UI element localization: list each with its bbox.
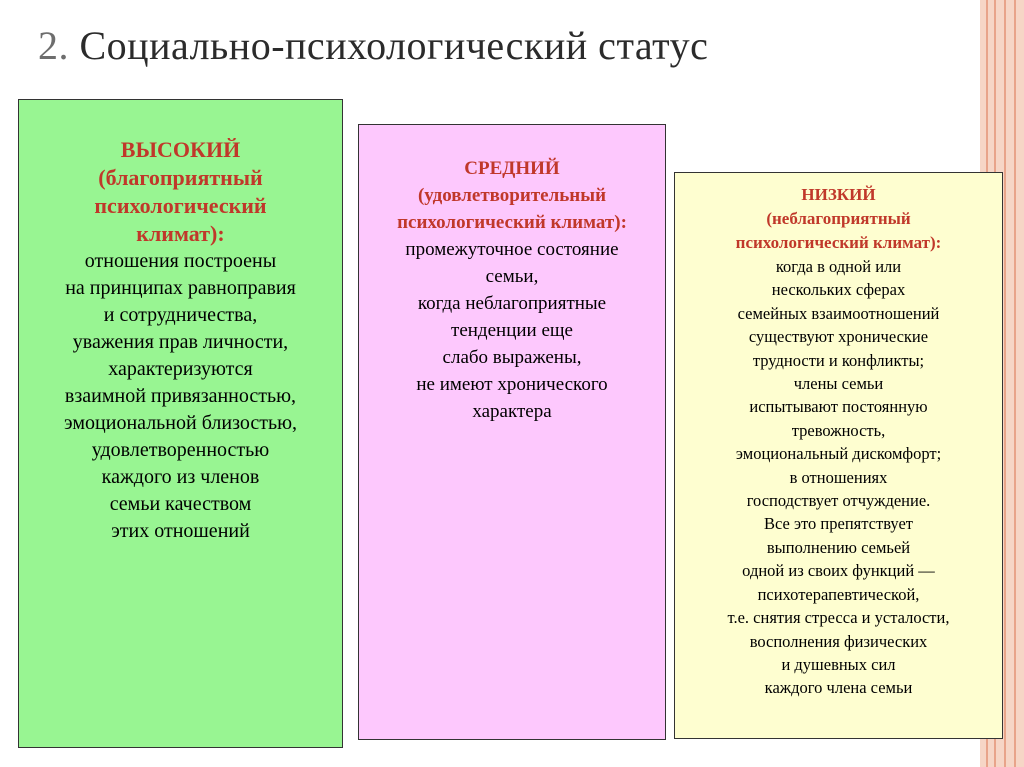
heading-line: (удовлетворительный	[417, 185, 607, 206]
heading-line: психологический климат):	[735, 233, 942, 252]
heading-line: психологический климат):	[397, 212, 627, 233]
low-body	[675, 255, 1002, 700]
body-line: тревожность,	[791, 420, 886, 440]
body-line: удовлетворенностью	[91, 439, 270, 461]
title-number: 2.	[38, 23, 69, 68]
mid-body	[359, 236, 665, 425]
body-line: нескольких сферах	[771, 280, 906, 300]
heading-line: (неблагоприятный	[766, 209, 911, 228]
body-line: уважения прав личности,	[72, 331, 289, 353]
slide-title	[38, 22, 958, 82]
body-line: эмоциональный дискомфорт;	[735, 444, 942, 464]
body-line: трудности и конфликты;	[752, 350, 925, 370]
body-line: психотерапевтической,	[757, 584, 920, 604]
body-line: этих отношений	[111, 520, 250, 542]
body-line: характера	[472, 401, 552, 422]
stripe-line	[1004, 0, 1006, 767]
mid-heading	[359, 155, 665, 236]
body-line: Все это препятствует	[764, 514, 913, 534]
body-line: господствует отчуждение.	[746, 491, 931, 511]
body-line: и сотрудничества,	[103, 304, 258, 326]
body-line: взаимной привязанностью,	[64, 385, 297, 407]
heading-line: (благоприятный	[98, 165, 263, 190]
body-line: в отношениях	[789, 467, 888, 487]
body-line: слабо выражены,	[442, 347, 582, 368]
heading-line: ВЫСОКИЙ	[120, 137, 241, 162]
status-low-box	[674, 172, 1003, 739]
low-heading	[675, 183, 1002, 255]
body-line: т.е. снятия стресса и усталости,	[727, 608, 950, 628]
body-line: на принципах равноправия	[65, 277, 296, 299]
body-line: семьи качеством	[109, 493, 252, 515]
body-line: промежуточное состояние	[405, 239, 619, 260]
body-line: каждого члена семьи	[764, 678, 913, 698]
body-line: семейных взаимоотношений	[737, 303, 940, 323]
body-line: когда неблагоприятные	[417, 293, 607, 314]
heading-line: СРЕДНИЙ	[464, 158, 560, 179]
body-line: характеризуются	[108, 358, 253, 380]
title-text: Социально-психологический статус	[79, 23, 709, 68]
body-line: выполнению семьей	[766, 537, 911, 557]
body-line: одной из своих функций —	[742, 561, 935, 581]
body-line: члены семьи	[793, 374, 884, 394]
body-line: восполнения физических	[749, 631, 928, 651]
status-high-box	[18, 99, 343, 748]
body-line: испытывают постоянную	[749, 397, 928, 417]
status-mid-box	[358, 124, 666, 740]
stripe-line	[1014, 0, 1016, 767]
body-line: существуют хронические	[748, 327, 929, 347]
body-line: и душевных сил	[781, 654, 896, 674]
body-line: каждого из членов	[101, 466, 260, 488]
body-line: тенденции еще	[451, 320, 573, 341]
heading-line: климат):	[136, 221, 225, 246]
body-line: эмоциональной близостью,	[63, 412, 298, 434]
body-line: не имеют хронического	[416, 374, 608, 395]
body-line: когда в одной или	[775, 257, 902, 276]
heading-line: психологический	[94, 193, 267, 218]
high-body	[19, 248, 342, 545]
body-line: отношения построены	[84, 250, 277, 272]
high-heading	[19, 136, 342, 248]
body-line: семьи,	[485, 266, 539, 287]
heading-line: НИЗКИЙ	[801, 185, 876, 204]
